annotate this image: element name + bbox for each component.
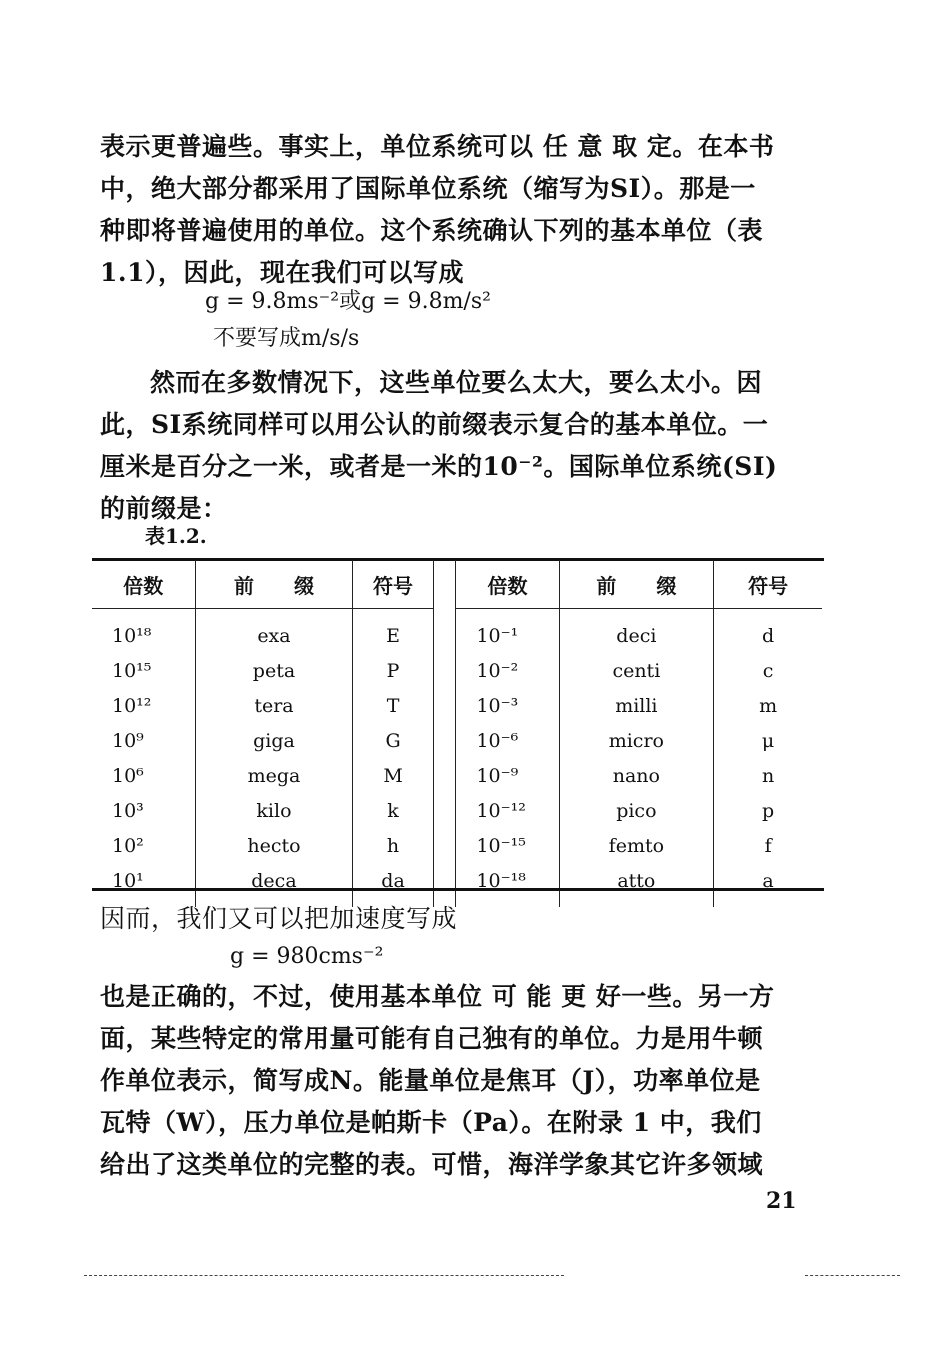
symbol-cell: da bbox=[353, 863, 433, 907]
symbol-cell: P bbox=[353, 653, 433, 688]
table-header-row bbox=[92, 560, 822, 609]
multiplier-cell: 10² bbox=[112, 834, 144, 857]
symbol-cell: μ bbox=[714, 723, 822, 758]
multiplier-cell: 10⁹ bbox=[112, 729, 144, 752]
prefix-cell: giga bbox=[195, 723, 353, 758]
paragraph-acceleration bbox=[100, 898, 835, 940]
text-line: 中，绝大部分都采用了国际单位系统（缩写为SI）。那是一 bbox=[100, 174, 756, 203]
formula-note: 不要写成m/s/s bbox=[213, 326, 360, 351]
prefix-cell: kilo bbox=[195, 793, 353, 828]
multiplier-cell: 10⁶ bbox=[112, 764, 144, 787]
multiplier-cell: 10³ bbox=[112, 799, 144, 822]
symbol-cell: d bbox=[714, 609, 822, 654]
text-line: 瓦特（W），压力单位是帕斯卡（Pa）。在附录 1 中，我们 bbox=[100, 1108, 762, 1137]
column-header: 前 缀 bbox=[559, 560, 714, 609]
text-line: 1.1），因此，现在我们可以写成 bbox=[100, 258, 464, 287]
formula-gravity: g = 9.8ms⁻²或g = 9.8m/s² bbox=[205, 289, 491, 314]
table-gap bbox=[433, 828, 456, 863]
text-line: 因而，我们又可以把加速度写成 bbox=[100, 904, 458, 933]
multiplier-cell: 10¹⁸ bbox=[112, 624, 152, 647]
text-line: 然而在多数情况下，这些单位要么太大，要么太小。因 bbox=[150, 368, 763, 397]
table-row bbox=[92, 653, 822, 688]
prefix-cell: nano bbox=[559, 758, 714, 793]
prefix-cell: mega bbox=[195, 758, 353, 793]
text-line: 种即将普遍使用的单位。这个系统确认下列的基本单位（表 bbox=[100, 216, 764, 245]
table-gap bbox=[433, 653, 456, 688]
text-line: 也是正确的，不过，使用基本单位 可 能 更 好一些。另一方 bbox=[100, 982, 775, 1011]
multiplier-cell: 10⁻² bbox=[456, 653, 559, 688]
table-row bbox=[92, 758, 822, 793]
multiplier-cell: 10¹² bbox=[112, 694, 152, 717]
paragraph-prefixes bbox=[100, 362, 835, 530]
symbol-cell: E bbox=[353, 609, 433, 654]
table-caption: 表1.2. bbox=[145, 524, 207, 548]
column-header: 倍数 bbox=[456, 560, 559, 609]
multiplier-cell: 10¹ bbox=[112, 869, 144, 892]
prefix-cell: deci bbox=[559, 609, 714, 654]
footer-rule bbox=[805, 1275, 900, 1276]
symbol-cell: k bbox=[353, 793, 433, 828]
table-gap bbox=[433, 688, 456, 723]
column-header: 符号 bbox=[353, 560, 433, 609]
prefix-cell: pico bbox=[559, 793, 714, 828]
prefix-cell: tera bbox=[195, 688, 353, 723]
multiplier-cell: 10¹⁵ bbox=[112, 659, 152, 682]
multiplier-cell: 10⁻¹² bbox=[456, 793, 559, 828]
symbol-cell: c bbox=[714, 653, 822, 688]
table-gap bbox=[433, 793, 456, 828]
table-gap bbox=[433, 609, 456, 654]
paragraph-derived-units bbox=[100, 976, 835, 1186]
prefix-cell: deca bbox=[195, 863, 353, 907]
table-row bbox=[92, 723, 822, 758]
multiplier-cell: 10⁻¹ bbox=[456, 609, 559, 654]
symbol-cell: f bbox=[714, 828, 822, 863]
text-line: 厘米是百分之一米，或者是一米的10⁻²。国际单位系统(SI) bbox=[100, 452, 778, 481]
table-row bbox=[92, 609, 822, 654]
symbol-cell: a bbox=[714, 863, 822, 907]
prefix-cell: atto bbox=[559, 863, 714, 907]
prefix-cell: milli bbox=[559, 688, 714, 723]
symbol-cell: G bbox=[353, 723, 433, 758]
symbol-cell: M bbox=[353, 758, 433, 793]
table-row bbox=[92, 828, 822, 863]
prefix-cell: hecto bbox=[195, 828, 353, 863]
column-header: 前 缀 bbox=[195, 560, 353, 609]
table-gap bbox=[433, 723, 456, 758]
column-header: 符号 bbox=[714, 560, 822, 609]
multiplier-cell: 10⁻⁹ bbox=[456, 758, 559, 793]
text-line: 的前缀是： bbox=[100, 494, 228, 523]
symbol-cell: T bbox=[353, 688, 433, 723]
paragraph-units-intro bbox=[100, 126, 835, 294]
prefix-cell: peta bbox=[195, 653, 353, 688]
footer-rule bbox=[84, 1275, 564, 1276]
text-line: 给出了这类单位的完整的表。可惜，海洋学象其它许多领域 bbox=[100, 1150, 764, 1179]
multiplier-cell: 10⁻¹⁸ bbox=[456, 863, 559, 907]
column-header: 倍数 bbox=[92, 560, 195, 609]
table-row bbox=[92, 793, 822, 828]
symbol-cell: n bbox=[714, 758, 822, 793]
prefix-cell: micro bbox=[559, 723, 714, 758]
multiplier-cell: 10⁻³ bbox=[456, 688, 559, 723]
symbol-cell: p bbox=[714, 793, 822, 828]
prefix-cell: centi bbox=[559, 653, 714, 688]
symbol-cell: m bbox=[714, 688, 822, 723]
table-gap bbox=[433, 758, 456, 793]
formula-acceleration: g = 980cms⁻² bbox=[230, 944, 384, 969]
text-line: 此，SI系统同样可以用公认的前缀表示复合的基本单位。一 bbox=[100, 410, 769, 439]
table-row bbox=[92, 688, 822, 723]
multiplier-cell: 10⁻¹⁵ bbox=[456, 828, 559, 863]
table-gap bbox=[433, 560, 456, 609]
prefix-cell: exa bbox=[195, 609, 353, 654]
text-line: 作单位表示，简写成N。能量单位是焦耳（J），功率单位是 bbox=[100, 1066, 761, 1095]
text-line: 表示更普遍些。事实上，单位系统可以 任 意 取 定。在本书 bbox=[100, 132, 775, 161]
table-bottom-rule bbox=[92, 888, 824, 891]
text-line: 面，某些特定的常用量可能有自己独有的单位。力是用牛顿 bbox=[100, 1024, 764, 1053]
page-number: 21 bbox=[766, 1188, 797, 1214]
multiplier-cell: 10⁻⁶ bbox=[456, 723, 559, 758]
si-prefix-table bbox=[92, 560, 822, 907]
symbol-cell: h bbox=[353, 828, 433, 863]
prefix-cell: femto bbox=[559, 828, 714, 863]
